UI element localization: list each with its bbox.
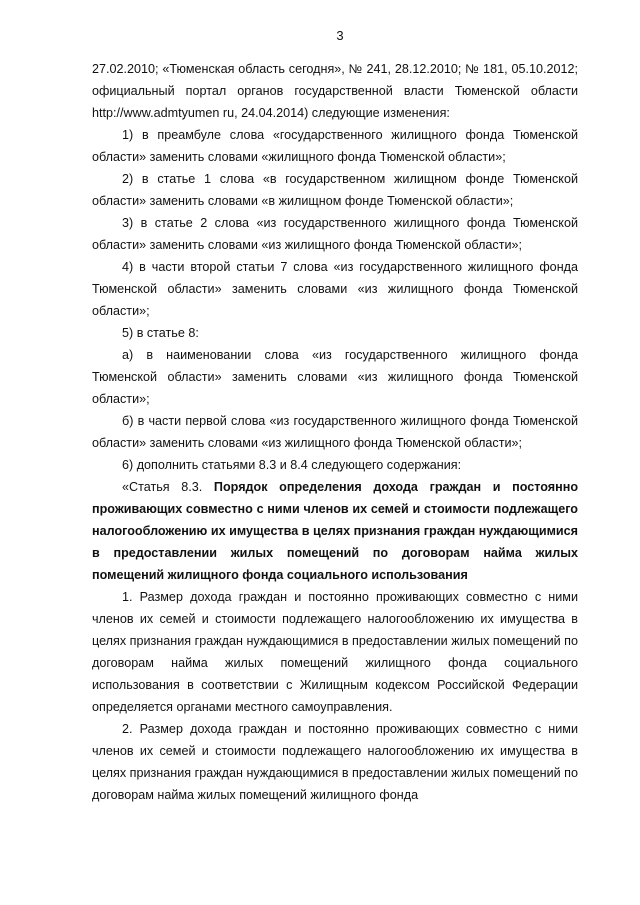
paragraph-item-3: 3) в статье 2 слова «из государственного жилищного фонда Тюменской области» заменить словами «из жилищного фонда Тюменской области»; xyxy=(92,216,578,252)
paragraph-item-2: 2) в статье 1 слова «в государственном жилищном фонде Тюменской области» заменить словами «в жилищном фонде Тюменской области»; xyxy=(92,172,578,208)
paragraph-intro: 27.02.2010; «Тюменская область сегодня», № 241, 28.12.2010; № 181, 05.10.2012; официальный портал органов государственной власти Тюменской области http://www.admtyumen ru, 24.04.2014) следующие изменения: xyxy=(92,62,578,120)
paragraph-item-5: 5) в статье 8: xyxy=(122,326,199,340)
paragraph-item-4: 4) в части второй статьи 7 слова «из государственного жилищного фонда Тюменской области» заменить словами «из жилищного фонда Тюменской области»; xyxy=(92,260,578,318)
article-paragraph-1: 1. Размер дохода граждан и постоянно проживающих совместно с ними членов их семей и стоимости подлежащего налогообложению их имущества в целях признания граждан нуждающимися в предоставлении жилых помещений по договорам найма жилых помещений жилищного фонда социального использования в соответствии с Жилищным кодексом Российской Федерации определяется органами местного самоуправления. xyxy=(92,590,578,714)
paragraph-item-1: 1) в преамбуле слова «государственного жилищного фонда Тюменской области» заменить словами «жилищного фонда Тюменской области»; xyxy=(92,128,578,164)
article-paragraph-2: 2. Размер дохода граждан и постоянно проживающих совместно с ними членов их семей и стоимости подлежащего налогообложению их имущества в целях признания граждан нуждающимися в предоставлении жилых помещений по договорам найма жилых помещений жилищного фонда xyxy=(92,722,578,802)
article-title: Порядок определения дохода граждан и постоянно проживающих совместно с ними членов их семей и стоимости подлежащего налогообложению их имущества в целях признания граждан нуждающимися в предоставлении жилых помещений по договорам найма жилых помещений жилищного фонда социального использования xyxy=(92,480,579,582)
paragraph-item-6: 6) дополнить статьями 8.3 и 8.4 следующего содержания: xyxy=(122,458,462,472)
article-prefix: «Статья 8.3. xyxy=(122,480,203,494)
paragraph-item-5b: б) в части первой слова «из государственного жилищного фонда Тюменской области» заменить словами «из жилищного фонда Тюменской области»; xyxy=(92,414,578,450)
page-number: 3 xyxy=(336,28,344,43)
paragraph-item-5a: а) в наименовании слова «из государственного жилищного фонда Тюменской области» заменить словами «из жилищного фонда Тюменской области»; xyxy=(92,348,578,406)
article-heading xyxy=(92,476,578,586)
